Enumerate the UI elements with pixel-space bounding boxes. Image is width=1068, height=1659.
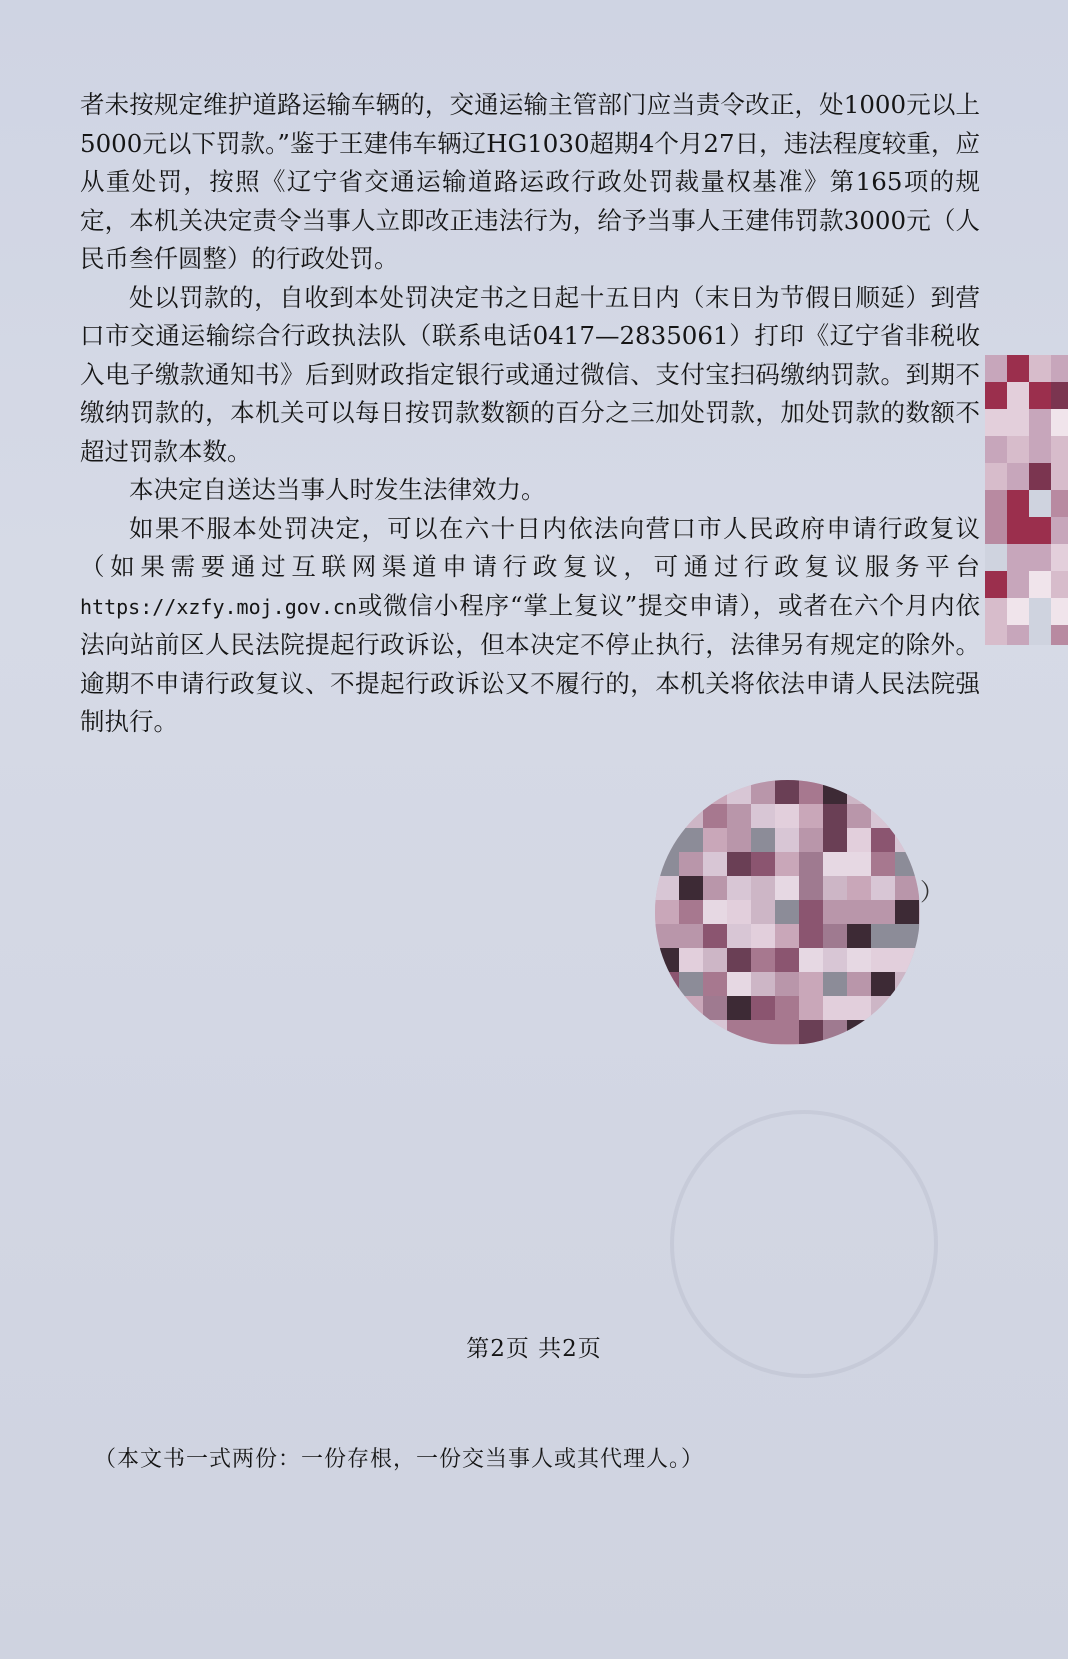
mosaic-cell — [703, 996, 727, 1020]
paragraph-appeal-rights — [80, 510, 980, 742]
page-number: 第2页 共2页 — [466, 1336, 602, 1362]
mosaic-cell — [985, 355, 1007, 382]
mosaic-cell — [799, 852, 823, 876]
mosaic-cell — [751, 804, 775, 828]
mosaic-cell — [823, 852, 847, 876]
mosaic-cell — [1051, 571, 1068, 598]
mosaic-cell — [703, 924, 727, 948]
mosaic-cell — [1029, 598, 1051, 625]
mosaic-cell — [655, 828, 679, 852]
mosaic-cell — [751, 996, 775, 1020]
mosaic-cell — [703, 948, 727, 972]
mosaic-cell — [679, 900, 703, 924]
mosaic-cell — [679, 852, 703, 876]
mosaic-cell — [1007, 409, 1029, 436]
mosaic-cell — [823, 972, 847, 996]
mosaic-cell — [775, 828, 799, 852]
mosaic-cell — [823, 900, 847, 924]
mosaic-cell — [1007, 517, 1029, 544]
paragraph-penalty-basis: 者未按规定维护道路运输车辆的，交通运输主管部门应当责令改正，处1000元以上5000元以下罚款。”鉴于王建伟车辆辽HG1030超期4个月27日，违法程度较重，应从重处罚，按照《辽宁省交通运输道路运政行政处罚裁量权基准》第165项的规定，本机关决定责令当事人立即改正违法行为，给予当事人王建伟罚款3000元（人民币叁仟圆整）的行政处罚。 — [80, 90, 980, 273]
mosaic-cell — [1029, 355, 1051, 382]
redacted-edge-area — [985, 355, 1068, 645]
mosaic-cell — [679, 780, 703, 804]
mosaic-cell — [775, 852, 799, 876]
mosaic-cell — [703, 804, 727, 828]
mosaic-cell — [727, 948, 751, 972]
mosaic-cell — [871, 900, 895, 924]
mosaic-cell — [751, 924, 775, 948]
mosaic-cell — [727, 924, 751, 948]
mosaic-cell — [703, 900, 727, 924]
mosaic-cell — [985, 436, 1007, 463]
redacted-official-seal — [655, 780, 920, 1045]
mosaic-cell — [799, 1020, 823, 1044]
mosaic-cell — [985, 382, 1007, 409]
mosaic-cell — [871, 948, 895, 972]
mosaic-cell — [847, 996, 871, 1020]
mosaic-cell — [1007, 436, 1029, 463]
mosaic-cell — [985, 598, 1007, 625]
mosaic-cell — [871, 876, 895, 900]
mosaic-cell — [895, 804, 919, 828]
mosaic-cell — [1029, 409, 1051, 436]
mosaic-cell — [871, 828, 895, 852]
mosaic-cell — [1029, 625, 1051, 645]
mosaic-cell — [1029, 382, 1051, 409]
mosaic-cell — [1007, 490, 1029, 517]
mosaic-cell — [655, 804, 679, 828]
mosaic-cell — [985, 517, 1007, 544]
copies-note: （本文书一式两份：一份存根，一份交当事人或其代理人。） — [94, 1447, 705, 1472]
mosaic-cell — [895, 900, 919, 924]
mosaic-cell — [823, 804, 847, 828]
mosaic-cell — [823, 1020, 847, 1044]
mosaic-cell — [1007, 544, 1029, 571]
mosaic-cell — [799, 804, 823, 828]
mosaic-cell — [1051, 463, 1068, 490]
mosaic-cell — [895, 852, 919, 876]
mosaic-cell — [871, 972, 895, 996]
mosaic-cell — [871, 1020, 895, 1044]
mosaic-cell — [655, 852, 679, 876]
mosaic-cell — [895, 828, 919, 852]
mosaic-cell — [1051, 490, 1068, 517]
mosaic-cell — [679, 924, 703, 948]
mosaic-cell — [847, 804, 871, 828]
appeal-text-before-url: 如果不服本处罚决定，可以在六十日内依法向营口市人民政府申请行政复议（如果需要通过互联网渠道申请行政复议，可通过行政复议服务平台 — [80, 513, 980, 581]
mosaic-cell — [985, 463, 1007, 490]
mosaic-cell — [823, 924, 847, 948]
mosaic-cell — [823, 876, 847, 900]
mosaic-cell — [679, 1020, 703, 1044]
mosaic-cell — [895, 780, 919, 804]
mosaic-cell — [1007, 625, 1029, 645]
mosaic-cell — [799, 972, 823, 996]
mosaic-cell — [751, 1020, 775, 1044]
mosaic-cell — [895, 924, 919, 948]
mosaic-cell — [799, 876, 823, 900]
mosaic-cell — [679, 804, 703, 828]
mosaic-cell — [871, 852, 895, 876]
mosaic-cell — [985, 544, 1007, 571]
mosaic-cell — [1029, 517, 1051, 544]
mosaic-cell — [775, 804, 799, 828]
document-body — [80, 86, 980, 742]
mosaic-cell — [703, 828, 727, 852]
appeal-text-after-url: 或微信小程序“掌上复议”提交申请），或者在六个月内依法向站前区人民法院提起行政诉讼，但本决定不停止执行，法律另有规定的除外。逾期不申请行政复议、不提起行政诉讼又不履行的，本机关将依法申请人民法院强制执行。 — [80, 590, 980, 736]
mosaic-cell — [1029, 463, 1051, 490]
mosaic-cell — [1029, 490, 1051, 517]
mosaic-cell — [679, 972, 703, 996]
mosaic-cell — [679, 948, 703, 972]
mosaic-cell — [751, 828, 775, 852]
mosaic-cell — [799, 900, 823, 924]
mosaic-cell — [775, 972, 799, 996]
mosaic-cell — [985, 409, 1007, 436]
mosaic-cell — [751, 972, 775, 996]
mosaic-cell — [799, 924, 823, 948]
mosaic-cell — [895, 876, 919, 900]
mosaic-cell — [655, 948, 679, 972]
mosaic-cell — [799, 948, 823, 972]
mosaic-cell — [775, 1020, 799, 1044]
mosaic-cell — [1051, 625, 1068, 645]
mosaic-cell — [775, 876, 799, 900]
mosaic-cell — [823, 780, 847, 804]
mosaic-cell — [727, 1020, 751, 1044]
mosaic-cell — [727, 900, 751, 924]
mosaic-cell — [655, 780, 679, 804]
mosaic-cell — [847, 876, 871, 900]
mosaic-cell — [1051, 382, 1068, 409]
paragraph-effective-date: 本决定自送达当事人时发生法律效力。 — [129, 475, 546, 504]
mosaic-cell — [727, 996, 751, 1020]
mosaic-cell — [1051, 517, 1068, 544]
mosaic-cell — [1051, 355, 1068, 382]
mosaic-cell — [727, 780, 751, 804]
mosaic-cell — [751, 780, 775, 804]
mosaic-cell — [655, 900, 679, 924]
mosaic-cell — [847, 924, 871, 948]
mosaic-cell — [847, 828, 871, 852]
mosaic-cell — [727, 972, 751, 996]
mosaic-cell — [679, 996, 703, 1020]
mosaic-cell — [895, 1020, 919, 1044]
mosaic-cell — [847, 852, 871, 876]
mosaic-cell — [1029, 571, 1051, 598]
mosaic-cell — [823, 996, 847, 1020]
trailing-bracket: ） — [920, 878, 944, 906]
mosaic-cell — [655, 996, 679, 1020]
mosaic-cell — [703, 780, 727, 804]
review-platform-url: https://xzfy.moj.gov.cn — [80, 594, 357, 619]
mosaic-cell — [871, 780, 895, 804]
mosaic-cell — [727, 828, 751, 852]
mosaic-cell — [703, 1020, 727, 1044]
mosaic-cell — [895, 996, 919, 1020]
mosaic-cell — [703, 852, 727, 876]
mosaic-cell — [679, 876, 703, 900]
mosaic-cell — [871, 996, 895, 1020]
mosaic-cell — [751, 876, 775, 900]
mosaic-cell — [847, 1020, 871, 1044]
mosaic-cell — [985, 571, 1007, 598]
mosaic-cell — [871, 924, 895, 948]
mosaic-cell — [847, 948, 871, 972]
mosaic-cell — [847, 972, 871, 996]
mosaic-cell — [727, 876, 751, 900]
mosaic-cell — [775, 996, 799, 1020]
mosaic-cell — [1051, 409, 1068, 436]
mosaic-cell — [1007, 598, 1029, 625]
mosaic-cell — [1051, 598, 1068, 625]
mosaic-cell — [1007, 463, 1029, 490]
mosaic-cell — [799, 996, 823, 1020]
mosaic-cell — [799, 780, 823, 804]
mosaic-cell — [1029, 544, 1051, 571]
mosaic-cell — [655, 972, 679, 996]
mosaic-cell — [1029, 436, 1051, 463]
mosaic-cell — [655, 1020, 679, 1044]
mosaic-cell — [823, 828, 847, 852]
mosaic-cell — [655, 924, 679, 948]
mosaic-cell — [655, 876, 679, 900]
mosaic-cell — [1007, 355, 1029, 382]
mosaic-cell — [1007, 382, 1029, 409]
mosaic-cell — [727, 852, 751, 876]
mosaic-cell — [871, 804, 895, 828]
mosaic-cell — [775, 780, 799, 804]
mosaic-cell — [895, 948, 919, 972]
mosaic-cell — [799, 828, 823, 852]
mosaic-cell — [985, 490, 1007, 517]
mosaic-cell — [823, 948, 847, 972]
mosaic-cell — [703, 876, 727, 900]
mosaic-cell — [985, 625, 1007, 645]
mosaic-cell — [847, 900, 871, 924]
mosaic-cell — [727, 804, 751, 828]
mosaic-cell — [751, 852, 775, 876]
mosaic-cell — [1051, 436, 1068, 463]
mosaic-cell — [1051, 544, 1068, 571]
mosaic-cell — [1007, 571, 1029, 598]
mosaic-cell — [775, 948, 799, 972]
paragraph-payment-instructions: 处以罚款的，自收到本处罚决定书之日起十五日内（末日为节假日顺延）到营口市交通运输综合行政执法队（联系电话0417—2835061）打印《辽宁省非税收入电子缴款通知书》后到财政指定银行或通过微信、支付宝扫码缴纳罚款。到期不缴纳罚款的，本机关可以每日按罚款数额的百分之三加处罚款，加处罚款的数额不超过罚款本数。 — [80, 282, 980, 466]
mosaic-cell — [775, 924, 799, 948]
mosaic-cell — [847, 780, 871, 804]
mosaic-cell — [679, 828, 703, 852]
mosaic-cell — [751, 900, 775, 924]
mosaic-cell — [703, 972, 727, 996]
mosaic-cell — [751, 948, 775, 972]
mosaic-cell — [775, 900, 799, 924]
mosaic-cell — [895, 972, 919, 996]
